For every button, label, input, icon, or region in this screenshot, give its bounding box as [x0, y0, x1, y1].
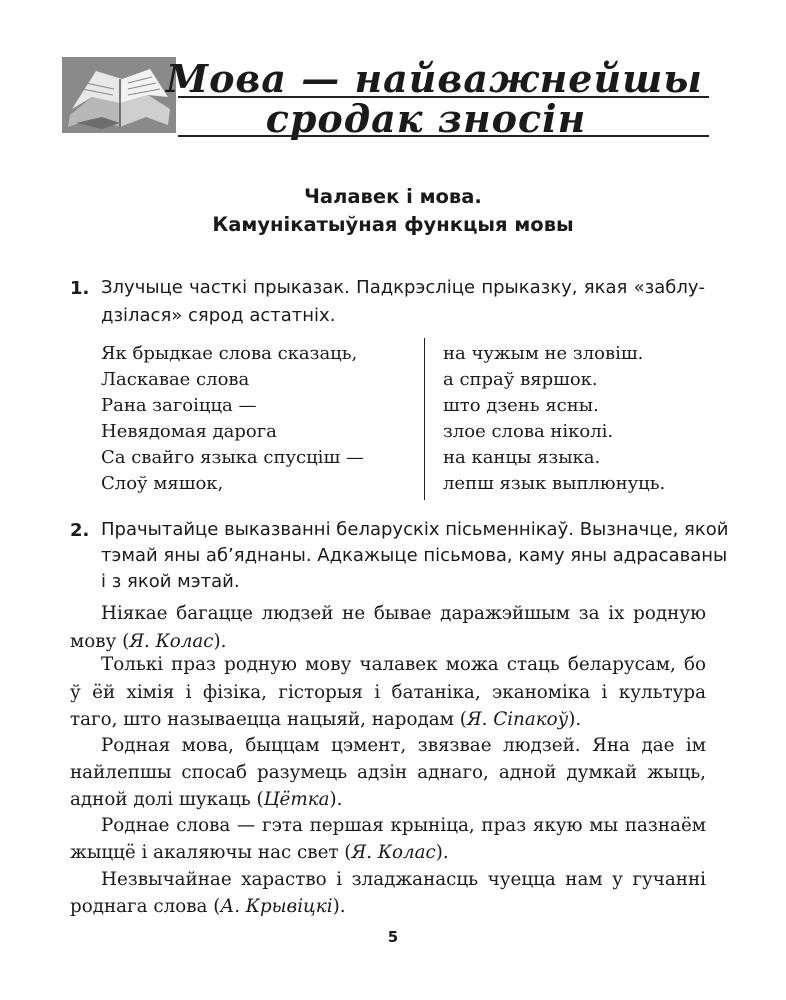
quote-text: Родная мова, быццам цэмент, звязвае людзей. Яна дае ім — [101, 735, 706, 756]
proverb-end: на чужым не зловіш. — [443, 343, 644, 364]
exercise-1-text: дзілася» сярод астатніх. — [101, 305, 336, 326]
proverb-start: Невядомая дарога — [101, 421, 277, 442]
proverb-start: Ласкавае слова — [101, 369, 250, 390]
quote-text: Толькі праз родную мову чалавек можа стаць беларусам, бо — [101, 654, 706, 675]
proverb-end: злое слова ніколі. — [443, 421, 614, 442]
quote-text: жыццё і акаляючы нас свет (Я. Колас). — [70, 842, 449, 863]
quote-text: Незвычайнае хараство і зладжанасць чуецца нам у гучанні — [101, 869, 706, 890]
exercise-2-text: Прачытайце выказванні беларускіх пісьменнікаў. Вызначце, якой — [101, 519, 729, 540]
proverb-end: на канцы языка. — [443, 447, 601, 468]
exercise-2-number: 2. — [70, 520, 90, 541]
quote-text: роднага слова (А. Крывіцкі). — [70, 896, 346, 917]
quote-text: найлепшы спосаб разумець адзін аднаго, адной думкай жыць, — [70, 762, 706, 783]
proverb-start: Як брыдкае слова сказаць, — [101, 343, 358, 364]
proverb-end: а спраў вяршок. — [443, 369, 598, 390]
section-heading-line-2: Камунікатыўная функцыя мовы — [212, 213, 574, 236]
proverb-start: Рана загоіцца — — [101, 395, 257, 416]
proverb-start: Са свайго языка спусціш — — [101, 447, 364, 468]
quote-text: таго, што называецца нацыяй, народам (Я. Сіпакоў). — [70, 709, 582, 730]
quote-author: Я. Колас — [351, 842, 436, 863]
section-heading-line-1: Чалавек і мова. — [304, 185, 482, 208]
exercise-1-number: 1. — [70, 278, 90, 299]
quote-text: Ніякае багацце людзей не бывае даражэйшым за іх родную — [101, 603, 706, 624]
proverb-end: лепш язык выплюнуць. — [443, 473, 666, 494]
quote-text: мову (Я. Колас). — [70, 631, 227, 652]
quote-text: Роднае слова — гэта першая крыніца, праз якую мы пазнаём — [101, 815, 706, 836]
proverb-end: што дзень ясны. — [443, 395, 599, 416]
quote-text: адной долі шукаць (Цётка). — [70, 789, 343, 810]
chapter-title-line-1: Мова — найважнейшы — [166, 56, 703, 101]
quote-author: Цётка — [263, 789, 330, 810]
quote-text: ў ёй хімія і фізіка, гісторыя і батаніка, эканоміка і культура — [70, 682, 706, 703]
exercise-2-text: тэмай яны аб’яднаны. Адкажыце пісьмова, каму яны адрасаваны — [101, 545, 728, 566]
quote-author: Я. Сіпакоў — [466, 709, 569, 730]
open-book-icon — [62, 57, 176, 133]
title-rule-bottom — [178, 135, 709, 137]
quote-author: Я. Колас — [129, 631, 214, 652]
quote-author: А. Крывіцкі — [220, 896, 333, 917]
proverb-column-divider — [424, 338, 425, 500]
page-number: 5 — [387, 928, 399, 946]
chapter-title-line-2: сродак зносін — [265, 96, 587, 141]
exercise-1-text: Злучыце часткі прыказак. Падкрэсліце прыказку, якая «заблу- — [101, 277, 705, 298]
proverb-start: Слоў мяшок, — [101, 473, 224, 494]
exercise-2-text: і з якой мэтай. — [101, 571, 240, 592]
